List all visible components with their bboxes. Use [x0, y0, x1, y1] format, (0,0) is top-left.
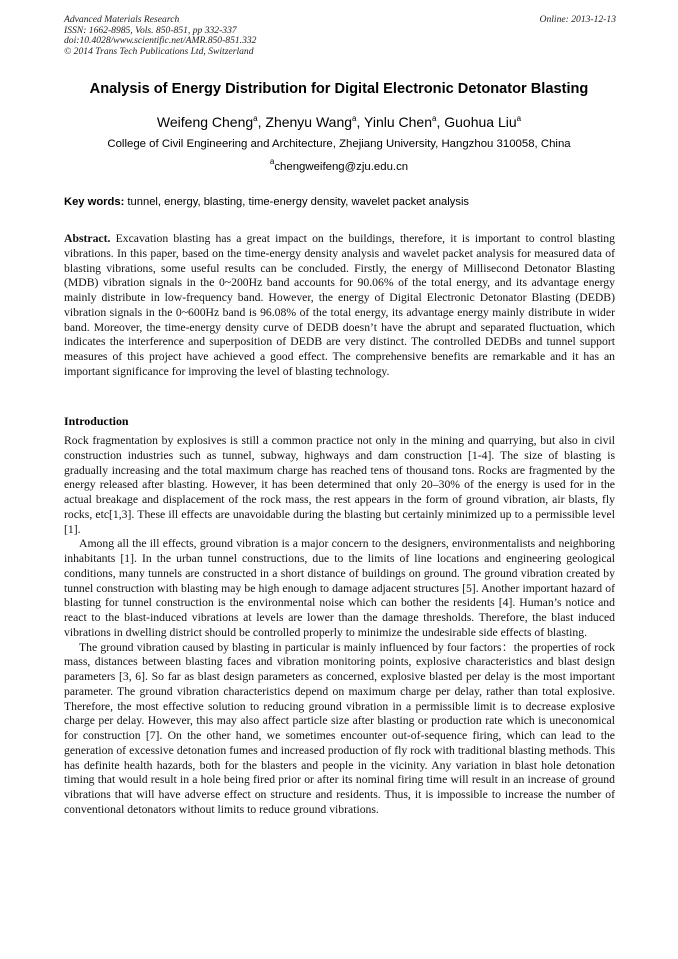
author-affil-mark: a: [516, 114, 522, 123]
affiliation: College of Civil Engineering and Architecture, Zhejiang University, Hangzhou 310058, China: [107, 138, 571, 150]
section-heading-introduction: Introduction: [64, 414, 129, 428]
intro-paragraph: Among all the ill effects, ground vibration is a major concern to the designers, environmentalists and neighboring inhabitants [1]. In the urban tunnel constructions, due to the limits of line locations and engineering geological conditions, many tunnels are constructed in a short distance of buildings on ground. The ground vibration created by tunnel construction with blasting may be high enough to damage adjacent structures [5]. Another important hazard of blasting for tunnel construction is the environmental noise which can bother the residents [4]. Human’s notice and react to the blast-induced vibrations at levels are lower than the damage thresholds. Therefore, the blast induced vibrations in dwelling district should be controlled properly to minimize the undesirable side effects of blasting.: [64, 537, 615, 639]
keywords: [64, 196, 616, 208]
keywords-text: tunnel, energy, blasting, time-energy density, wavelet packet analysis: [124, 196, 470, 208]
journal-header: [64, 15, 616, 57]
keywords-label: Key words:: [64, 196, 125, 208]
paper-title: Analysis of Energy Distribution for Digital Electronic Detonator Blasting: [89, 81, 589, 97]
intro-paragraph: The ground vibration caused by blasting in particular is mainly influenced by four factors：the properties of rock mass, distances between blasting faces and vibration monitoring points, explosive characteristics and blast design parameters [3, 6]. So far as blast design parameters as concerned, explosive blasted per delay is the most important parameter. The ground vibration characteristics depend on maximum charge per delay, rather than total explosive. Therefore, the most effective solution to reducing ground vibration in a permissible limit is to decrease explosive charge per delay. However, this may also affect particle size after blasting or production rate which is uneconomical for construction [7]. On the other hand, we sometimes encounter out-of-sequence firing, which can lead to the generation of excessive detonation fumes and increased production of fly rock with traditional blasting methods. This has definite health hazards, both for the blasters and people in the vicinity. Any variation in blast hole detonation timing that would result in a hole being fired prior or after its nominal firing time will result in an increase of ground vibrations that will have adverse effect on structure and residents. Thus, it is impossible to increase the number of conventional detonators without limits to reduce ground vibrations.: [64, 640, 615, 816]
introduction-body: [64, 434, 615, 818]
online-date: Online: 2013-12-13: [539, 14, 616, 25]
author-name: Zhenyu Wang: [265, 114, 353, 130]
doi-line: doi:10.4028/www.scientific.net/AMR.850-851.332: [64, 35, 257, 47]
abstract-label: Abstract.: [64, 232, 111, 245]
email-affil-mark: a: [269, 157, 275, 166]
author-name: Guohua Liu: [444, 114, 517, 130]
author-affil-mark: a: [432, 114, 437, 123]
email-address: chengweifeng@zju.edu.cn: [274, 161, 409, 173]
intro-paragraph: Rock fragmentation by explosives is still a common practice not only in the mining and quarrying, but also in civil construction industries such as tunnel, subway, highways and dam construction [1-4]. The size of blasting is gradually increasing and the total maximum charge has reached tens of thousand tons. Rocks are fragmented by the energy released after blasting. However, it has been determined that only 20–30% of the energy is used for in the actual breakage and displacement of the rock mass, the rest appears in the form of ground vibration, air blasts, fly rocks, etc[1,3]. These ill effects are unavoidable during the blasting but certainly minimized up to a permissible level [1].: [64, 434, 615, 536]
abstract-text: Excavation blasting has a great impact on the buildings, therefore, it is important to control blasting vibrations. In this paper, based on the time-energy density analysis and wavelet packet analysis for measured data of blasting vibrations, some useful results can be concluded. Firstly, the energy of Millisecond Detonator Blasting (MDB) vibration signals in the 0~200Hz band accounts for 90.06% of the total energy, and its advantage energy mainly distribute in low-frequency band. However, the energy of Digital Electronic Detonator Blasting (DEDB) vibration signals in the 0~600Hz band is 96.08% of the total energy, its advantage energy mainly distribute in wider band. Moreover, the time-energy density curve of DEDB doesn’t have the abrupt and separated fluctuation, which indicates the interference and superposition of DEDB are very distinct. The controlled DEDBs and tunnel support measures of this project have achieved a good effect. The comprehensive benefits are remarkable and it has an important significance for improving the level of blasting technology.: [64, 232, 615, 378]
author-name: Yinlu Chen: [364, 114, 432, 130]
author-list: Weifeng Cheng$^a$, Zhenyu Wang$^a$, Yinlu Chen$^a$, Guohua Liu$^a$: [156, 114, 522, 130]
author-affil-mark: a: [253, 114, 258, 123]
journal-name: Advanced Materials Research: [64, 14, 180, 25]
abstract: [64, 232, 615, 380]
author-name: Weifeng Cheng: [156, 114, 254, 130]
author-affil-mark: a: [352, 114, 357, 123]
issn-line: ISSN: 1662-8985, Vols. 850-851, pp 332-337: [64, 24, 237, 36]
copyright-line: © 2014 Trans Tech Publications Ltd, Switzerland: [64, 45, 254, 57]
author-email: [0, 157, 678, 173]
